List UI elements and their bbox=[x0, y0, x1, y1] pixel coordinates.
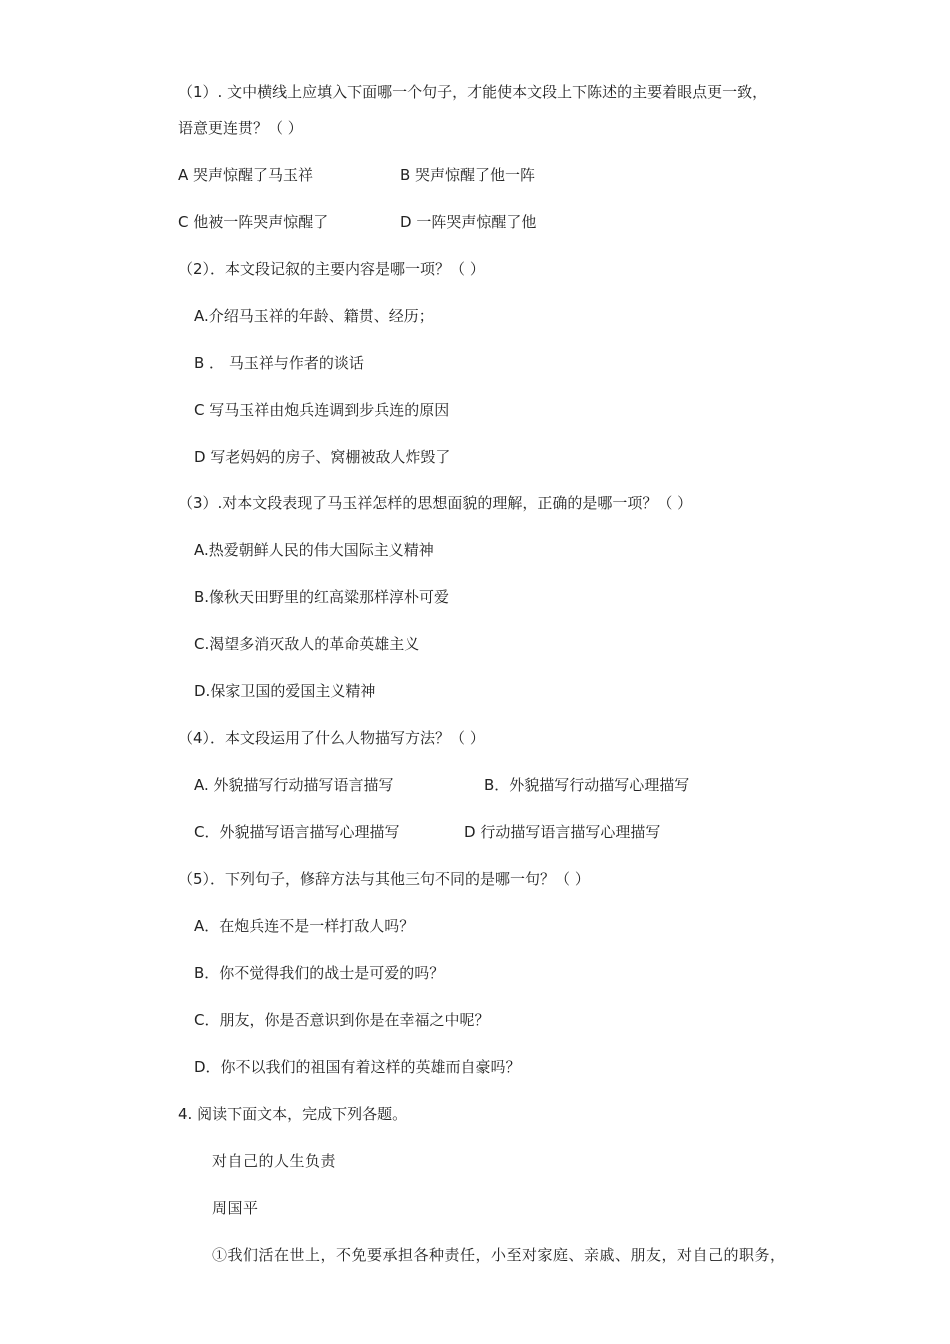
q3-option-a: A.热爱朝鲜人民的伟大国际主义精神 bbox=[194, 541, 434, 559]
q1-option-c: C 他被一阵哭声惊醒了 bbox=[178, 213, 329, 231]
q4-option-a: A. 外貌描写行动描写语言描写 bbox=[194, 776, 394, 794]
q4-option-b: B．外貌描写行动描写心理描写 bbox=[484, 776, 690, 794]
reading-question-stem: 4. 阅读下面文本，完成下列各题。 bbox=[178, 1105, 408, 1123]
q5-stem: （5）．下列句子，修辞方法与其他三句不同的是哪一句？（ ） bbox=[178, 870, 590, 888]
q1-stem-line1: （1）. 文中横线上应填入下面哪一个句子，才能使本文段上下陈述的主要着眼点更一致， bbox=[178, 83, 768, 101]
q2-option-c: C 写马玉祥由炮兵连调到步兵连的原因 bbox=[194, 401, 450, 419]
q3-stem: （3）.对本文段表现了马玉祥怎样的思想面貌的理解，正确的是哪一项？（ ） bbox=[178, 494, 693, 512]
article-author: 周国平 bbox=[212, 1199, 259, 1217]
q3-option-c: C.渴望多消灭敌人的革命英雄主义 bbox=[194, 635, 420, 653]
q4-option-d: D 行动描写语言描写心理描写 bbox=[464, 823, 661, 841]
q4-stem: （4）．本文段运用了什么人物描写方法？（ ） bbox=[178, 729, 485, 747]
q4-option-c: C．外貌描写语言描写心理描写 bbox=[194, 823, 400, 841]
q2-option-d: D 写老妈妈的房子、窝棚被敌人炸毁了 bbox=[194, 448, 451, 466]
q2-option-b: B ． 马玉祥与作者的谈话 bbox=[194, 354, 364, 372]
q5-option-c: C．朋友，你是否意识到你是在幸福之中呢？ bbox=[194, 1011, 490, 1029]
q1-option-a: A 哭声惊醒了马玉祥 bbox=[178, 166, 314, 184]
q1-option-d: D 一阵哭声惊醒了他 bbox=[400, 213, 537, 231]
article-paragraph-1: ①我们活在世上，不免要承担各种责任，小至对家庭、亲戚、朋友，对自己的职务， bbox=[212, 1246, 786, 1264]
q2-stem: （2）．本文段记叙的主要内容是哪一项？（ ） bbox=[178, 260, 485, 278]
q2-option-a: A.介绍马玉祥的年龄、籍贯、经历； bbox=[194, 307, 434, 325]
q5-option-b: B．你不觉得我们的战士是可爱的吗？ bbox=[194, 964, 445, 982]
q5-option-a: A．在炮兵连不是一样打敌人吗？ bbox=[194, 917, 415, 935]
q3-option-d: D.保家卫国的爱国主义精神 bbox=[194, 682, 376, 700]
article-title: 对自己的人生负责 bbox=[212, 1152, 337, 1170]
q3-option-b: B.像秋天田野里的红高粱那样淳朴可爱 bbox=[194, 588, 450, 606]
q1-option-b: B 哭声惊醒了他一阵 bbox=[400, 166, 536, 184]
q1-stem-line2: 语意更连贯？（ ） bbox=[178, 119, 303, 137]
q5-option-d: D．你不以我们的祖国有着这样的英雄而自豪吗？ bbox=[194, 1058, 521, 1076]
